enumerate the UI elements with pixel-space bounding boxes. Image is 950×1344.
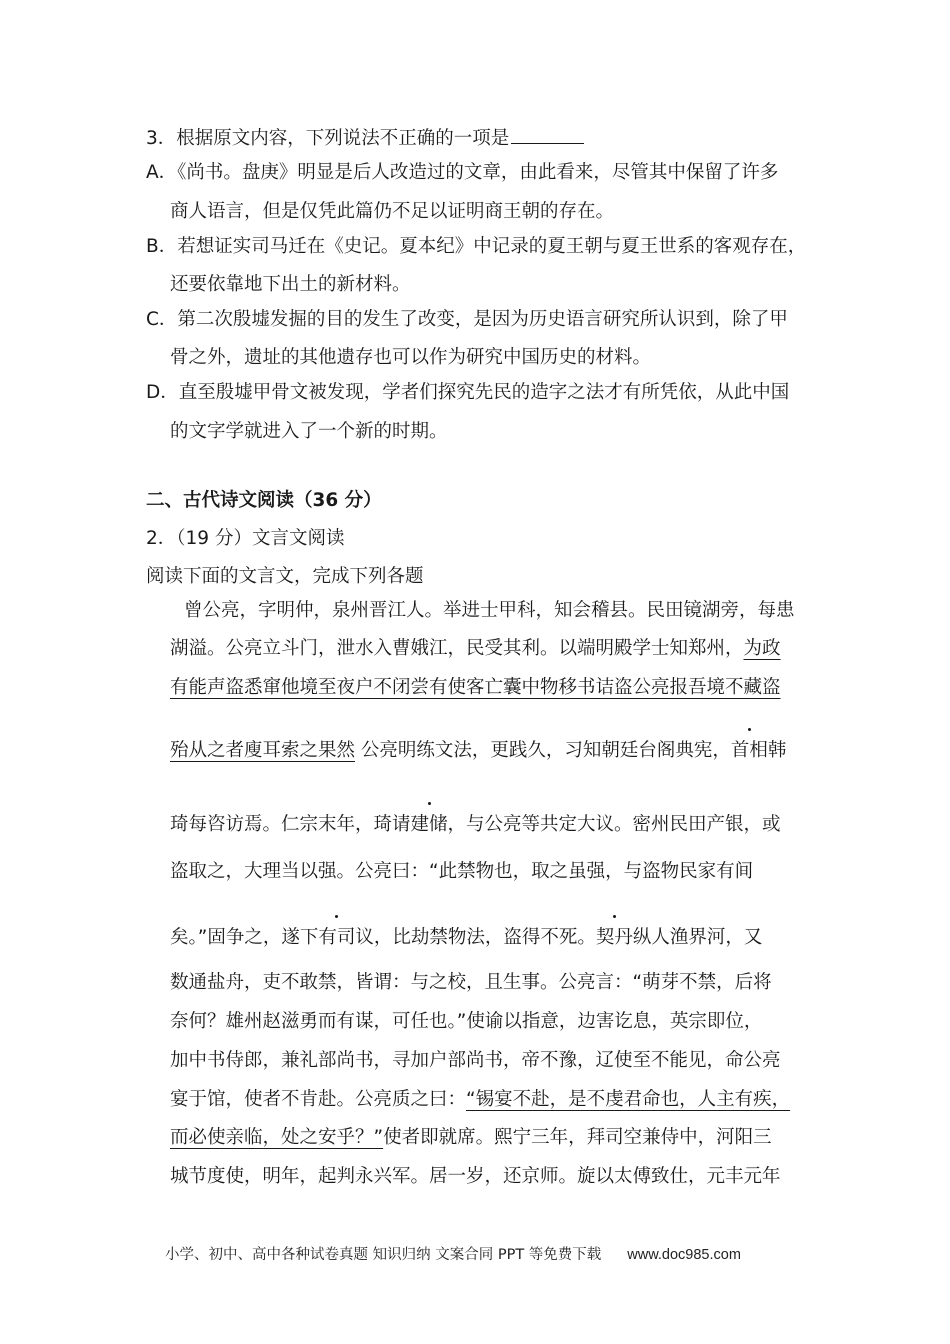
- underlined-passage: 而必使亲临，处之安乎？”: [170, 1127, 384, 1148]
- passage-text: 湖溢。公亮立斗门，泄水入曹娥江，民受其利。以端明殿学士知郑州，: [170, 638, 744, 659]
- passage-line-8: 数通盐舟，吏不敢禁，皆谓：与之校，且生事。公亮言：“萌芽不禁，后将: [170, 972, 772, 993]
- passage-line-12: [170, 1125, 772, 1151]
- emphasis-dotted-word: 建储: [411, 812, 448, 838]
- option-c-line2: 骨之外，遗址的其他遗存也可以作为研究中国历史的材料。: [170, 347, 652, 368]
- option-a-line2: 商人语言，但是仅凭此篇仍不足以证明商王朝的存在。: [170, 201, 615, 222]
- passage-text: 纵人渔界河，又: [632, 927, 763, 948]
- passage-text: ，与公亮等共定大议。密州民田产银，或: [447, 814, 781, 835]
- underlined-passage: 殆从之者廋耳索之果然: [170, 740, 356, 761]
- option-b-line1: B．若想证实司马迁在《史记。夏本纪》中记录的夏王朝与夏王世系的客观存在，: [146, 236, 807, 257]
- section-heading: 二、古代诗文阅读（36 分）: [146, 490, 382, 511]
- page-footer: [165, 1243, 741, 1264]
- passage-line-7: [170, 925, 762, 951]
- passage-text: 议，比劫禁物法，盗得不死。: [355, 927, 596, 948]
- underlined-passage-line-3: 有能声盗悉窜他境至夜户不闭尝有使客亡囊中物移书诘盗公亮报吾境不藏盗: [170, 677, 781, 698]
- question-3-stem: [146, 125, 584, 152]
- passage-line-10: 加中书侍郎，兼礼部尚书，寻加户部尚书，帝不豫，辽使至不能见，命公亮: [170, 1050, 781, 1071]
- instruction-text: 阅读下面的文言文，完成下列各题: [146, 566, 424, 587]
- question-2-title: 2．（19 分）文言文阅读: [146, 528, 345, 549]
- option-c-line1: C．第二次殷墟发掘的目的发生了改变，是因为历史语言研究所认识到，除了甲: [146, 309, 788, 330]
- passage-text: 宴于馆，使者不肯赴。公亮质之曰：: [170, 1089, 467, 1110]
- passage-line-2: [170, 636, 781, 662]
- passage-line-9: 奈何？雄州赵滋勇而有谋，可任也。”使谕以指意，边害讫息，英宗即位，: [170, 1011, 763, 1032]
- footer-url: www.doc985.com: [627, 1247, 741, 1263]
- option-b-line2: 还要依靠地下出土的新材料。: [170, 274, 411, 295]
- passage-text: 琦每咨访焉。仁宗末年，琦请: [170, 814, 411, 835]
- underlined-passage: 为政: [743, 638, 781, 659]
- footer-text: 小学、初中、高中各种试卷真题 知识归纳 文案合同 PPT 等免费下载: [165, 1247, 602, 1263]
- question-3-text: 3．根据原文内容，下列说法不正确的一项是: [146, 128, 510, 149]
- option-d-line2: 的文字学就进入了一个新的时期。: [170, 421, 448, 442]
- passage-text: 使者即就席。熙宁三年，拜司空兼侍中，河阳三: [383, 1127, 772, 1148]
- passage-text: 公亮明练文法，更践久，习知朝廷台阁典宪，: [355, 740, 731, 761]
- passage-text: 韩: [767, 740, 787, 761]
- underlined-passage: “锡宴不赴，是不虔君命也，人主有疾，: [466, 1089, 791, 1110]
- passage-text: 矣。”固争之，遂下: [170, 927, 319, 948]
- emphasis-dotted-word: 首相: [731, 738, 768, 764]
- emphasis-dotted-word: 契丹: [596, 925, 633, 951]
- passage-line-11: [170, 1087, 790, 1113]
- passage-line-5: [170, 812, 781, 838]
- passage-line-6: 盗取之，大理当以强。公亮曰：“此禁物也，取之虽强，与盗物民家有间: [170, 861, 754, 882]
- passage-line-1: 曾公亮，字明仲，泉州晋江人。举进士甲科，知会稽县。民田镜湖旁，每患: [184, 600, 795, 621]
- passage-line-13: 城节度使，明年，起判永兴军。居一岁，还京师。旋以太傅致仕，元丰元年: [170, 1166, 781, 1187]
- option-d-line1: D．直至殷墟甲骨文被发现，学者们探究先民的造字之法才有所凭依，从此中国: [146, 382, 790, 403]
- emphasis-dotted-word: 有司: [318, 925, 355, 951]
- passage-line-4: [170, 738, 786, 764]
- answer-blank: [511, 125, 584, 144]
- option-a-line1: A．《尚书。盘庚》明显是后人改造过的文章，由此看来，尽管其中保留了许多: [146, 162, 779, 183]
